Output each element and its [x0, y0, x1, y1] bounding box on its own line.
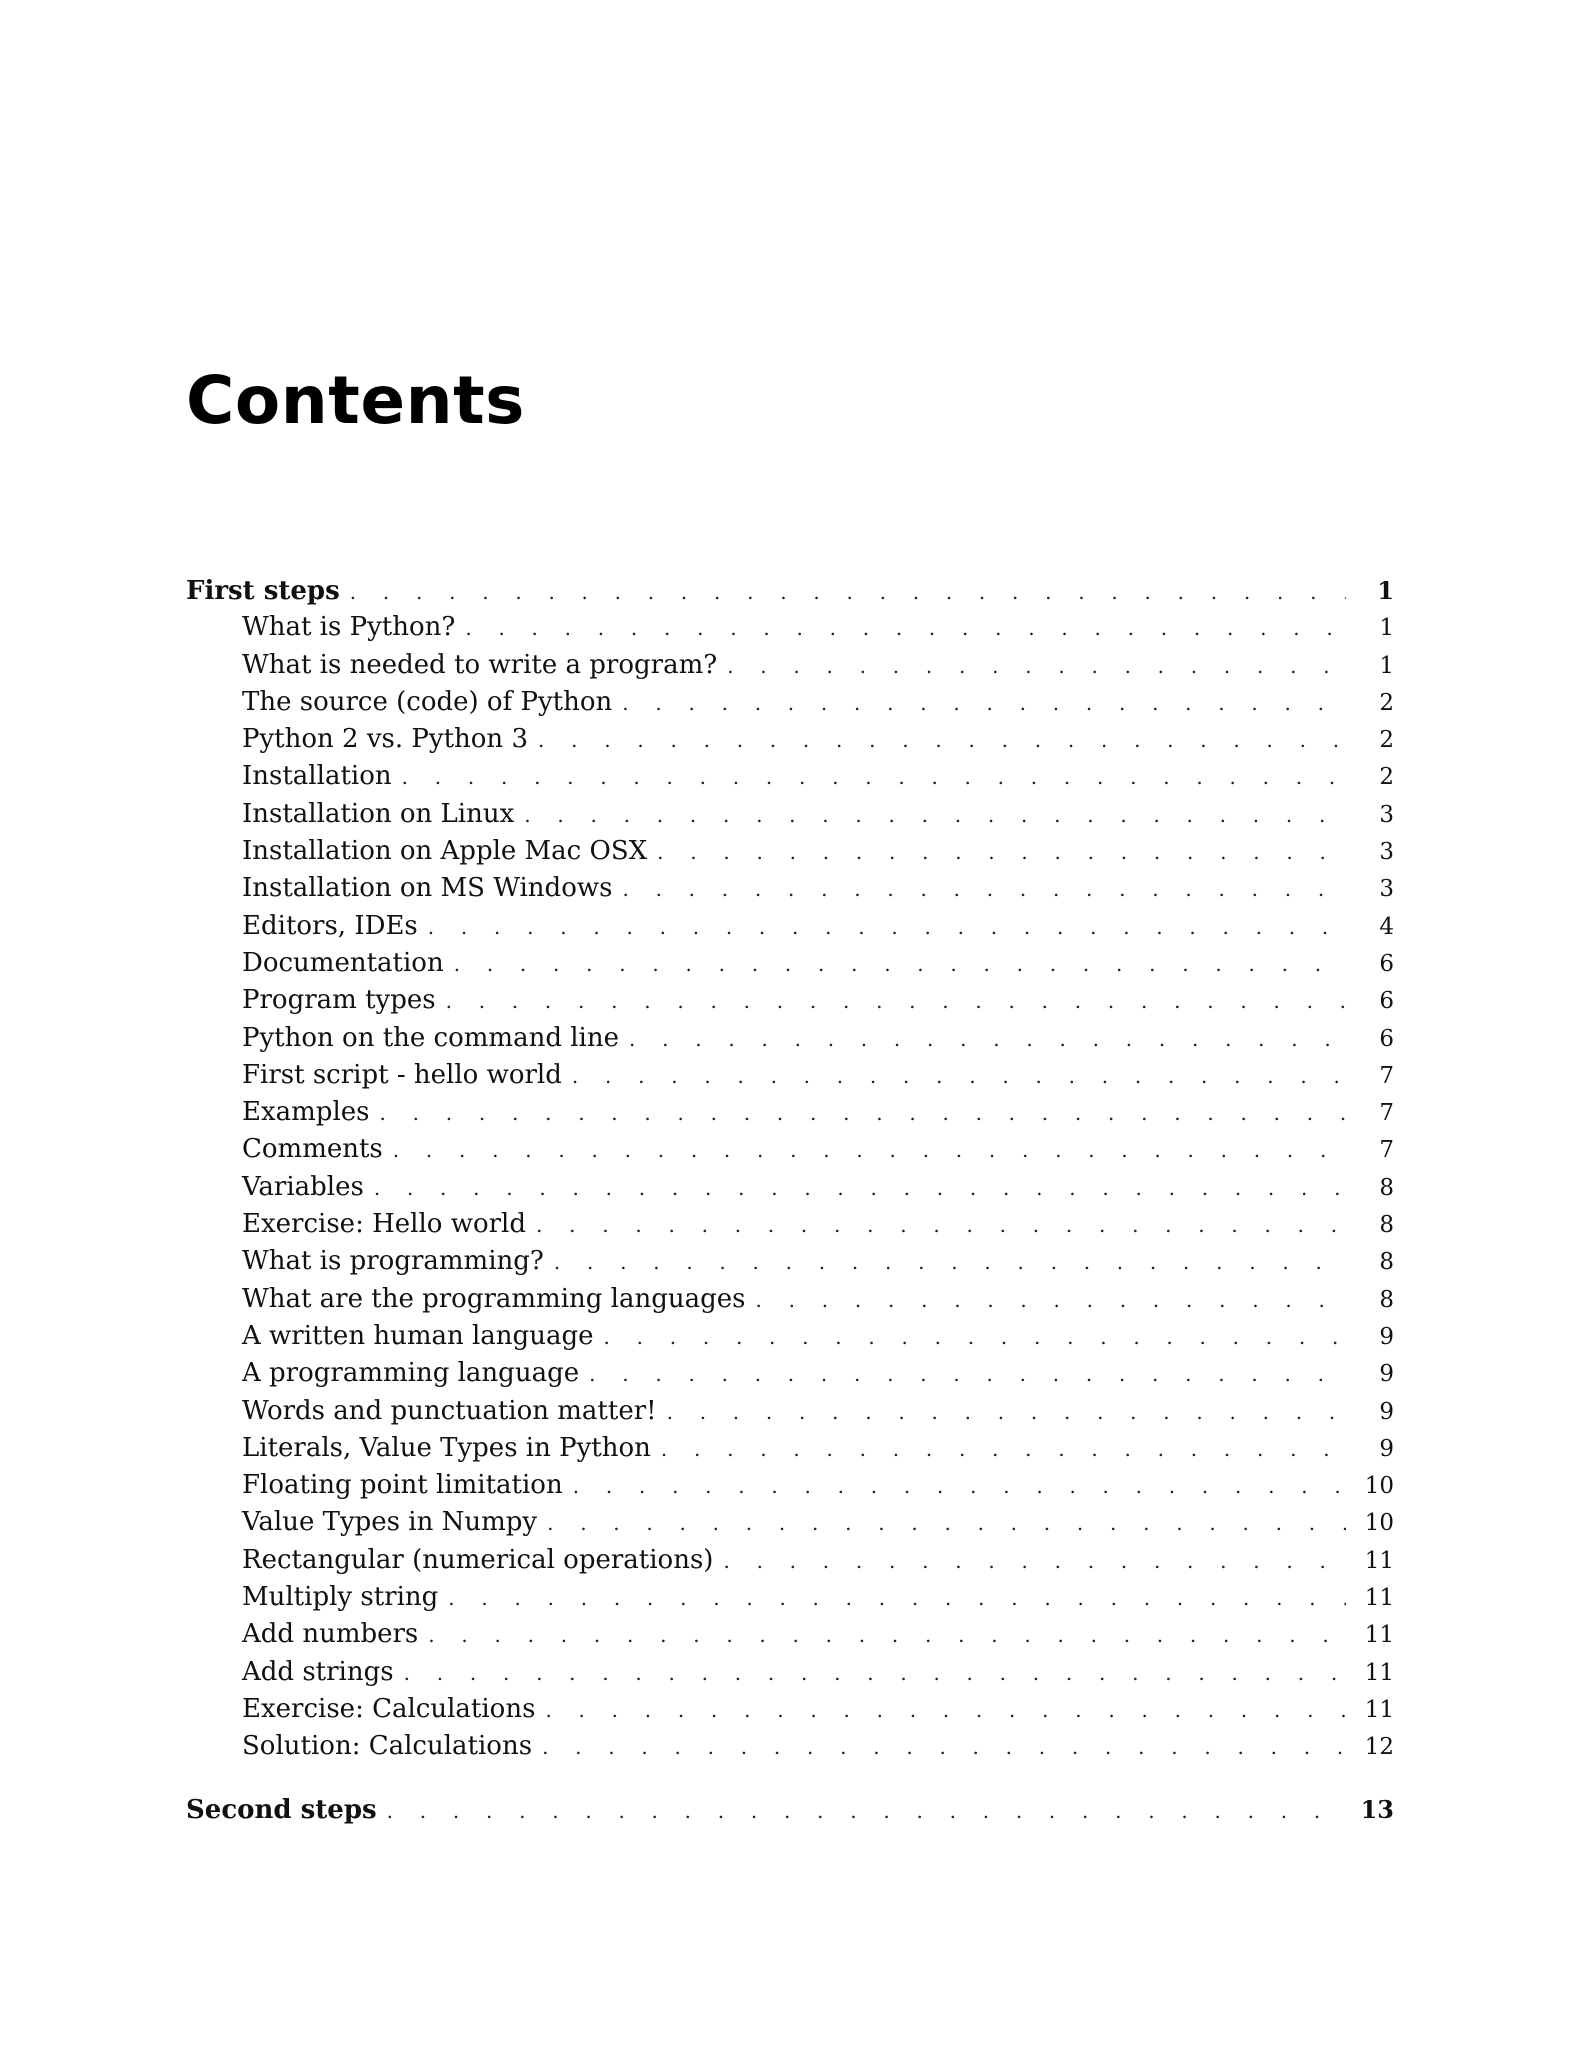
toc-section[interactable]: [186, 1393, 1394, 1430]
dot-leader: [657, 834, 1346, 871]
toc-page-number: 6: [1379, 988, 1394, 1015]
toc-page-number: 7: [1379, 1137, 1394, 1164]
toc-section[interactable]: [186, 1169, 1394, 1206]
toc-section-label: The source (code) of Python: [242, 686, 613, 717]
dot-leader: [454, 946, 1346, 983]
toc-section[interactable]: [186, 1243, 1394, 1280]
toc-section-label: Exercise: Calculations: [242, 1693, 536, 1724]
toc-page-number: 11: [1364, 1547, 1394, 1574]
dot-leader: [404, 1655, 1346, 1692]
toc-section[interactable]: [186, 870, 1394, 907]
toc-section-label: What is Python?: [242, 612, 456, 643]
toc-section-label: Words and punctuation matter!: [242, 1395, 657, 1426]
toc-section-label: Add strings: [242, 1656, 394, 1687]
dot-leader: [661, 1431, 1346, 1468]
toc-section-label: Variables: [242, 1171, 364, 1202]
toc-page-number: 10: [1364, 1473, 1394, 1500]
toc-page-number: 11: [1364, 1696, 1394, 1723]
toc-section-label: First script - hello world: [242, 1059, 562, 1090]
toc-section-label: Editors, IDEs: [242, 910, 418, 941]
dot-leader: [380, 1095, 1347, 1132]
toc-page-number: 3: [1379, 839, 1394, 866]
dot-leader: [554, 1244, 1346, 1281]
toc-chapter-label: Second steps: [186, 1794, 377, 1825]
toc-section-label: What are the programming languages: [242, 1283, 746, 1314]
toc-page-number: 4: [1379, 913, 1394, 940]
toc-section[interactable]: [186, 1355, 1394, 1392]
dot-leader: [622, 685, 1346, 722]
toc-section[interactable]: [186, 1579, 1394, 1616]
toc-section-label: Installation on Linux: [242, 798, 515, 829]
dot-leader: [374, 1170, 1346, 1207]
toc-page-number: 6: [1379, 1025, 1394, 1052]
toc-section-label: Comments: [242, 1134, 383, 1165]
toc-section[interactable]: [186, 684, 1394, 721]
toc-section-label: What is programming?: [242, 1246, 544, 1277]
dot-leader: [589, 1356, 1346, 1393]
dot-leader: [756, 1282, 1346, 1319]
toc-section[interactable]: [186, 1318, 1394, 1355]
dot-leader: [573, 1468, 1346, 1505]
toc-section[interactable]: [186, 758, 1394, 795]
toc-page-number: 6: [1379, 950, 1394, 977]
dot-leader: [428, 1617, 1346, 1654]
dot-leader: [350, 574, 1346, 611]
toc-section[interactable]: [186, 1020, 1394, 1057]
toc-page-number: 7: [1379, 1062, 1394, 1089]
toc-section[interactable]: [186, 1728, 1394, 1765]
dot-leader: [727, 648, 1346, 685]
page-title: Contents: [186, 362, 525, 439]
toc-page-number: 11: [1364, 1585, 1394, 1612]
toc-page-number: 9: [1379, 1398, 1394, 1425]
toc-section-label: Documentation: [242, 947, 444, 978]
toc-page-number: 9: [1379, 1435, 1394, 1462]
toc-section-label: Installation: [242, 761, 392, 792]
toc-page-number: 13: [1360, 1794, 1394, 1824]
dot-leader: [542, 1729, 1346, 1766]
toc-section[interactable]: [186, 609, 1394, 646]
toc-section[interactable]: [186, 982, 1394, 1019]
toc-page-number: 3: [1379, 876, 1394, 903]
dot-leader: [446, 983, 1346, 1020]
toc-section[interactable]: [186, 1616, 1394, 1653]
toc-section[interactable]: [186, 908, 1394, 945]
dot-leader: [428, 909, 1346, 946]
dot-leader: [448, 1580, 1346, 1617]
toc-section-label: Value Types in Numpy: [242, 1507, 538, 1538]
dot-leader: [667, 1394, 1346, 1431]
dot-leader: [536, 1207, 1346, 1244]
toc-section-label: What is needed to write a program?: [242, 649, 718, 680]
toc-page-number: 1: [1377, 576, 1394, 605]
toc-section[interactable]: [186, 647, 1394, 684]
toc-section[interactable]: [186, 945, 1394, 982]
toc-section[interactable]: [186, 1206, 1394, 1243]
toc-page-number: 8: [1379, 1286, 1394, 1313]
toc-section-label: Add numbers: [242, 1619, 419, 1650]
dot-leader: [622, 871, 1346, 908]
dot-leader: [393, 1132, 1346, 1169]
toc-section-label: Rectangular (numerical operations): [242, 1544, 714, 1575]
toc-page-number: 2: [1379, 764, 1394, 791]
toc-section-label: Multiply string: [242, 1582, 439, 1613]
toc-section[interactable]: [186, 1057, 1394, 1094]
toc-page-number: 8: [1379, 1249, 1394, 1276]
toc-section[interactable]: [186, 1691, 1394, 1728]
toc-section[interactable]: [186, 1094, 1394, 1131]
dot-leader: [603, 1319, 1346, 1356]
toc-section[interactable]: [186, 1281, 1394, 1318]
toc-page-number: 12: [1364, 1734, 1394, 1761]
toc-section-label: Installation on Apple Mac OSX: [242, 836, 648, 867]
toc-section-label: Solution: Calculations: [242, 1731, 533, 1762]
toc-section[interactable]: [186, 1542, 1394, 1579]
toc-page-number: 1: [1379, 615, 1394, 642]
toc-section[interactable]: [186, 796, 1394, 833]
toc-page-number: 8: [1379, 1174, 1394, 1201]
dot-leader: [545, 1692, 1346, 1729]
toc-section-label: Python on the command line: [242, 1022, 619, 1053]
toc-section-label: Examples: [242, 1097, 370, 1128]
toc-chapter-second-steps[interactable]: [186, 1791, 1394, 1828]
toc-page-number: 1: [1379, 652, 1394, 679]
toc-page-number: 7: [1379, 1100, 1394, 1127]
toc-chapter-label: First steps: [186, 576, 340, 606]
toc-page-number: 10: [1364, 1510, 1394, 1537]
dot-leader: [629, 1021, 1346, 1058]
dot-leader: [538, 722, 1346, 759]
toc-section[interactable]: [186, 1654, 1394, 1691]
toc-chapter-first-steps[interactable]: [186, 572, 1394, 609]
toc-page-number: 3: [1379, 801, 1394, 828]
toc-page-number: 2: [1379, 689, 1394, 716]
toc-page-number: 11: [1364, 1659, 1394, 1686]
dot-leader: [547, 1505, 1346, 1542]
toc-section-label: Installation on MS Windows: [242, 873, 613, 904]
dot-leader: [524, 797, 1346, 834]
toc-section-label: Literals, Value Types in Python: [242, 1432, 651, 1463]
toc-section[interactable]: [186, 1467, 1394, 1504]
dot-leader: [387, 1793, 1346, 1830]
dot-leader: [723, 1543, 1346, 1580]
toc-section-label: Program types: [242, 985, 436, 1016]
toc-section-label: Exercise: Hello world: [242, 1209, 526, 1240]
dot-leader: [465, 610, 1346, 647]
toc-page-number: 11: [1364, 1622, 1394, 1649]
toc-section-label: A written human language: [242, 1320, 594, 1351]
table-of-contents: [186, 572, 1394, 1828]
toc-page-number: 9: [1379, 1323, 1394, 1350]
toc-section[interactable]: [186, 1131, 1394, 1168]
toc-page-number: 9: [1379, 1361, 1394, 1388]
toc-page-number: 2: [1379, 727, 1394, 754]
toc-section[interactable]: [186, 721, 1394, 758]
dot-leader: [572, 1058, 1346, 1095]
toc-section-label: Python 2 vs. Python 3: [242, 724, 528, 755]
toc-section[interactable]: [186, 1504, 1394, 1541]
toc-section-label: A programming language: [242, 1358, 580, 1389]
dot-leader: [402, 759, 1346, 796]
toc-section[interactable]: [186, 833, 1394, 870]
toc-section-label: Floating point limitation: [242, 1470, 563, 1501]
toc-page-number: 8: [1379, 1212, 1394, 1239]
toc-section[interactable]: [186, 1430, 1394, 1467]
